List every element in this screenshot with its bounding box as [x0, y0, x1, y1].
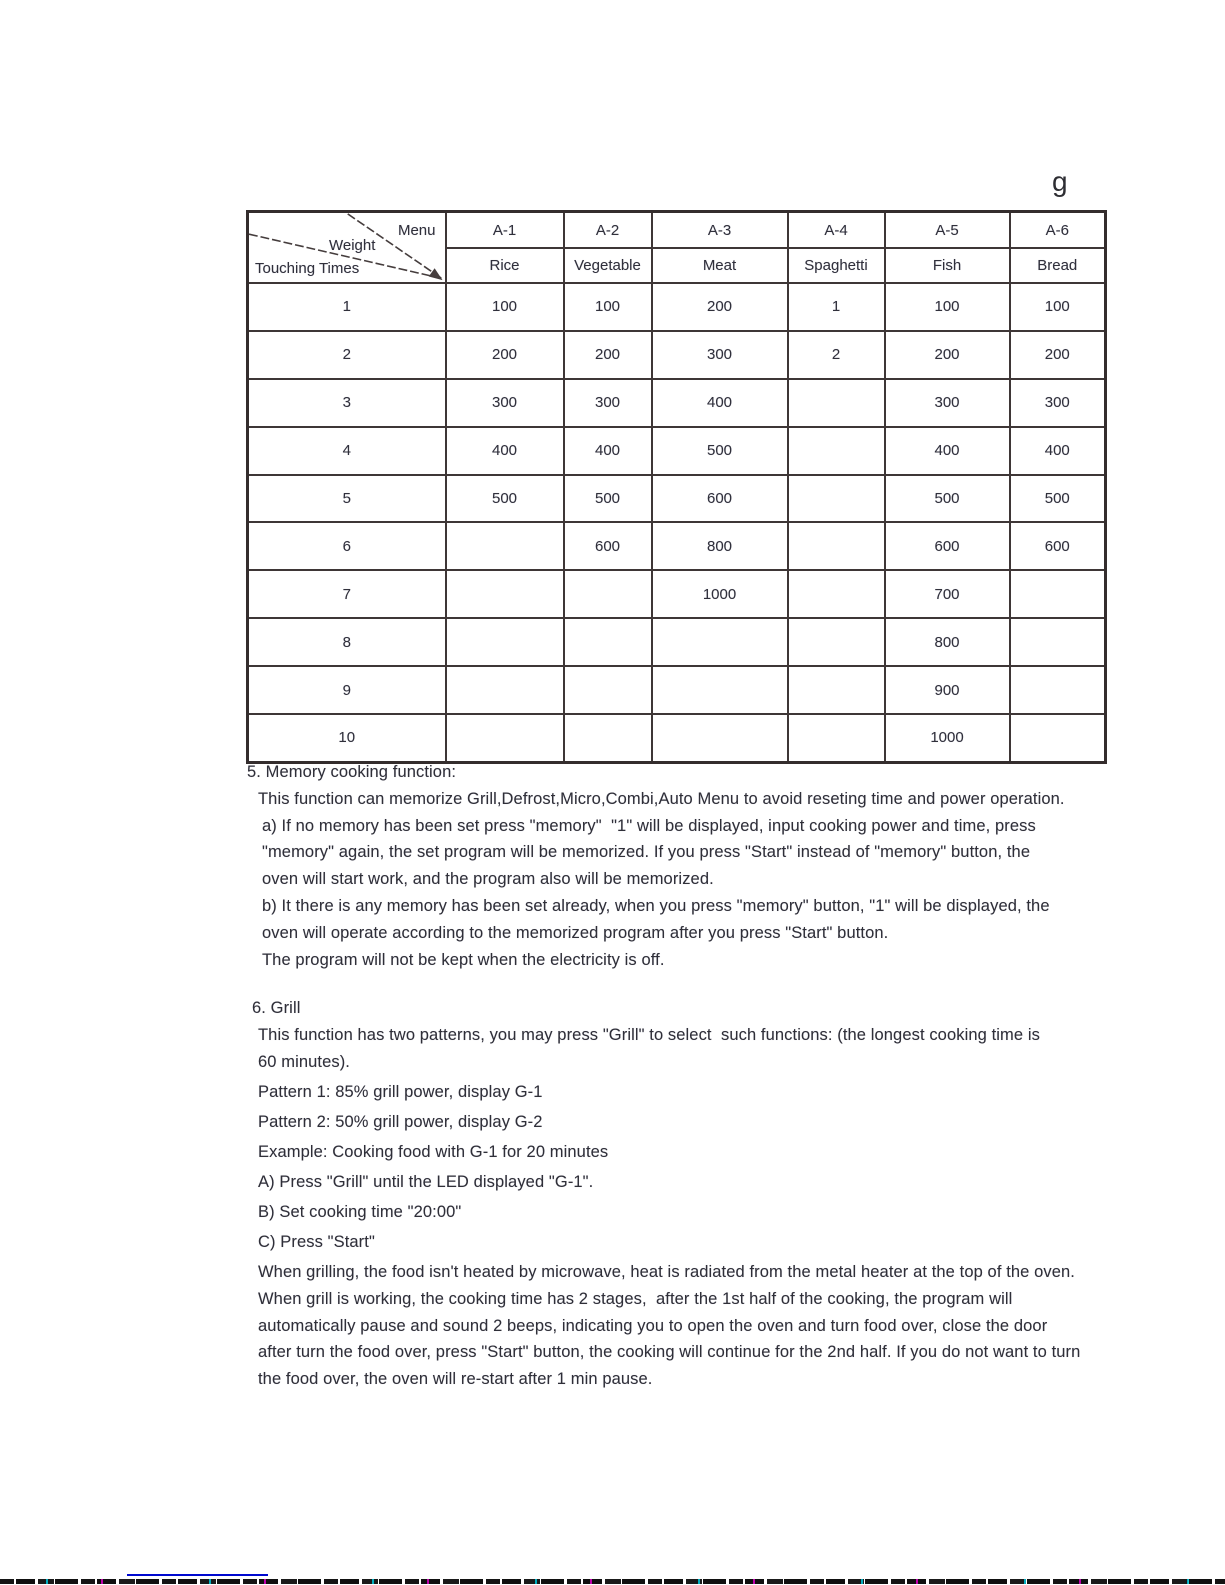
- weight-value-cell: 500: [1010, 475, 1106, 523]
- column-code: A-4: [788, 212, 885, 249]
- memory-section-line: "memory" again, the set program will be memorized. If you press "Start" instead of "memory" button, the: [262, 843, 1031, 862]
- table-row: [248, 283, 1106, 331]
- weight-value-cell: 400: [1010, 427, 1106, 475]
- touching-times-cell: 6: [248, 522, 446, 570]
- memory-section-line: b) It there is any memory has been set already, when you press "memory" button, "1" will be displayed, the: [262, 896, 1050, 915]
- weight-value-cell: 600: [652, 475, 788, 523]
- table-row: [248, 427, 1106, 475]
- column-code: A-1: [446, 212, 564, 249]
- touching-times-cell: 8: [248, 618, 446, 666]
- weight-value-cell: [446, 714, 564, 762]
- weight-value-cell: 400: [564, 427, 652, 475]
- column-name: Meat: [652, 248, 788, 283]
- weight-value-cell: [652, 714, 788, 762]
- grill-section-line: When grill is working, the cooking time has 2 stages, after the 1st half of the cooking, the program will: [258, 1289, 1013, 1308]
- weight-value-cell: 200: [1010, 331, 1106, 379]
- memory-section-line: This function can memorize Grill,Defrost,Micro,Combi,Auto Menu to avoid reseting time and power operation.: [258, 789, 1065, 808]
- weight-value-cell: [1010, 618, 1106, 666]
- weight-value-cell: 900: [885, 666, 1010, 714]
- weight-value-cell: [788, 427, 885, 475]
- weight-value-cell: 800: [885, 618, 1010, 666]
- grill-section-line: 6. Grill: [252, 999, 301, 1018]
- touching-times-cell: 7: [248, 570, 446, 618]
- weight-value-cell: 300: [652, 331, 788, 379]
- table-body: [248, 283, 1106, 762]
- weight-unit-label: g: [1052, 166, 1068, 197]
- weight-value-cell: 200: [446, 331, 564, 379]
- column-code: A-3: [652, 212, 788, 249]
- memory-section-line: oven will start work, and the program also will be memorized.: [262, 870, 714, 889]
- weight-value-cell: 200: [885, 331, 1010, 379]
- table-row: [248, 475, 1106, 523]
- table-row: [248, 331, 1106, 379]
- weight-value-cell: 100: [446, 283, 564, 331]
- grill-section-line: Pattern 1: 85% grill power, display G-1: [258, 1082, 543, 1101]
- grill-section-line: B) Set cooking time "20:00": [258, 1202, 462, 1221]
- weight-value-cell: [564, 666, 652, 714]
- weight-value-cell: [788, 475, 885, 523]
- touching-times-cell: 5: [248, 475, 446, 523]
- grill-section-line: This function has two patterns, you may press "Grill" to select such functions: (the longest cooking time is: [258, 1026, 1040, 1045]
- corner-label-weight: Weight: [329, 237, 376, 254]
- weight-value-cell: 500: [446, 475, 564, 523]
- weight-value-cell: [446, 522, 564, 570]
- memory-section-line: oven will operate according to the memorized program after you press "Start" button.: [262, 923, 889, 942]
- weight-value-cell: 100: [885, 283, 1010, 331]
- weight-value-cell: 1000: [885, 714, 1010, 762]
- weight-value-cell: 800: [652, 522, 788, 570]
- grill-section-line: When grilling, the food isn't heated by microwave, heat is radiated from the metal heater at the top of the oven.: [258, 1262, 1075, 1281]
- column-code: A-6: [1010, 212, 1106, 249]
- grill-section-line: Pattern 2: 50% grill power, display G-2: [258, 1112, 543, 1131]
- table-row: [248, 618, 1106, 666]
- weight-value-cell: 500: [885, 475, 1010, 523]
- column-code: A-5: [885, 212, 1010, 249]
- weight-value-cell: [788, 714, 885, 762]
- weight-value-cell: 400: [446, 427, 564, 475]
- weight-value-cell: 1000: [652, 570, 788, 618]
- weight-value-cell: 400: [885, 427, 1010, 475]
- grill-section-line: C) Press "Start": [258, 1232, 375, 1251]
- table-row: [248, 379, 1106, 427]
- auto-menu-weight-table: [246, 210, 1107, 764]
- touching-times-cell: 10: [248, 714, 446, 762]
- weight-value-cell: [564, 714, 652, 762]
- column-name: Rice: [446, 248, 564, 283]
- grill-section-line: the food over, the oven will re-start after 1 min pause.: [258, 1370, 653, 1389]
- table-row: [248, 522, 1106, 570]
- weight-value-cell: [788, 666, 885, 714]
- corner-label-touching-times: Touching Times: [255, 260, 360, 277]
- weight-value-cell: [564, 618, 652, 666]
- weight-value-cell: [446, 666, 564, 714]
- weight-value-cell: [446, 570, 564, 618]
- grill-section-line: A) Press "Grill" until the LED displayed "G-1".: [258, 1172, 594, 1191]
- column-code: A-2: [564, 212, 652, 249]
- weight-value-cell: [1010, 570, 1106, 618]
- weight-value-cell: 300: [885, 379, 1010, 427]
- grill-section-line: 60 minutes).: [258, 1052, 350, 1071]
- corner-label-menu: Menu: [397, 222, 436, 239]
- grill-section-line: automatically pause and sound 2 beeps, indicating you to open the oven and turn food over, close the door: [258, 1316, 1048, 1335]
- weight-value-cell: [788, 618, 885, 666]
- column-name: Bread: [1010, 248, 1106, 283]
- weight-value-cell: 2: [788, 331, 885, 379]
- table-row: [248, 666, 1106, 714]
- weight-value-cell: [788, 522, 885, 570]
- weight-value-cell: [1010, 714, 1106, 762]
- weight-value-cell: 100: [564, 283, 652, 331]
- weight-value-cell: 600: [1010, 522, 1106, 570]
- weight-value-cell: 1: [788, 283, 885, 331]
- weight-value-cell: [788, 570, 885, 618]
- touching-times-cell: 9: [248, 666, 446, 714]
- weight-value-cell: 500: [652, 427, 788, 475]
- weight-value-cell: 700: [885, 570, 1010, 618]
- page-bottom-dashed-line: [0, 1579, 1225, 1584]
- touching-times-cell: 1: [248, 283, 446, 331]
- touching-times-cell: 2: [248, 331, 446, 379]
- footer-blue-line: [127, 1574, 268, 1576]
- weight-value-cell: [564, 570, 652, 618]
- weight-value-cell: 300: [1010, 379, 1106, 427]
- touching-times-cell: 3: [248, 379, 446, 427]
- weight-value-cell: [788, 379, 885, 427]
- grill-section-line: after turn the food over, press "Start" button, the cooking will continue for the 2nd half. If you do not want to turn: [258, 1343, 1081, 1362]
- weight-value-cell: 100: [1010, 283, 1106, 331]
- touching-times-cell: 4: [248, 427, 446, 475]
- column-name: Spaghetti: [788, 248, 885, 283]
- weight-value-cell: 500: [564, 475, 652, 523]
- weight-value-cell: 400: [652, 379, 788, 427]
- column-name: Vegetable: [564, 248, 652, 283]
- weight-value-cell: 300: [446, 379, 564, 427]
- menu-code-row: [248, 212, 1106, 249]
- weight-value-cell: 200: [652, 283, 788, 331]
- memory-section-line: 5. Memory cooking function:: [247, 763, 457, 781]
- grill-section-line: Example: Cooking food with G-1 for 20 minutes: [258, 1142, 609, 1161]
- column-name: Fish: [885, 248, 1010, 283]
- weight-value-cell: [652, 618, 788, 666]
- weight-value-cell: [1010, 666, 1106, 714]
- weight-value-cell: [446, 618, 564, 666]
- weight-value-cell: 600: [885, 522, 1010, 570]
- memory-section-line: a) If no memory has been set press "memory" "1" will be displayed, input cooking power and time, press: [262, 816, 1036, 835]
- body-text: [247, 763, 1157, 1397]
- table-row: [248, 570, 1106, 618]
- table-row: [248, 714, 1106, 762]
- weight-value-cell: [652, 666, 788, 714]
- weight-value-cell: 600: [564, 522, 652, 570]
- table-corner-cell: [248, 212, 446, 284]
- memory-section-line: The program will not be kept when the electricity is off.: [262, 950, 665, 969]
- weight-value-cell: 200: [564, 331, 652, 379]
- weight-value-cell: 300: [564, 379, 652, 427]
